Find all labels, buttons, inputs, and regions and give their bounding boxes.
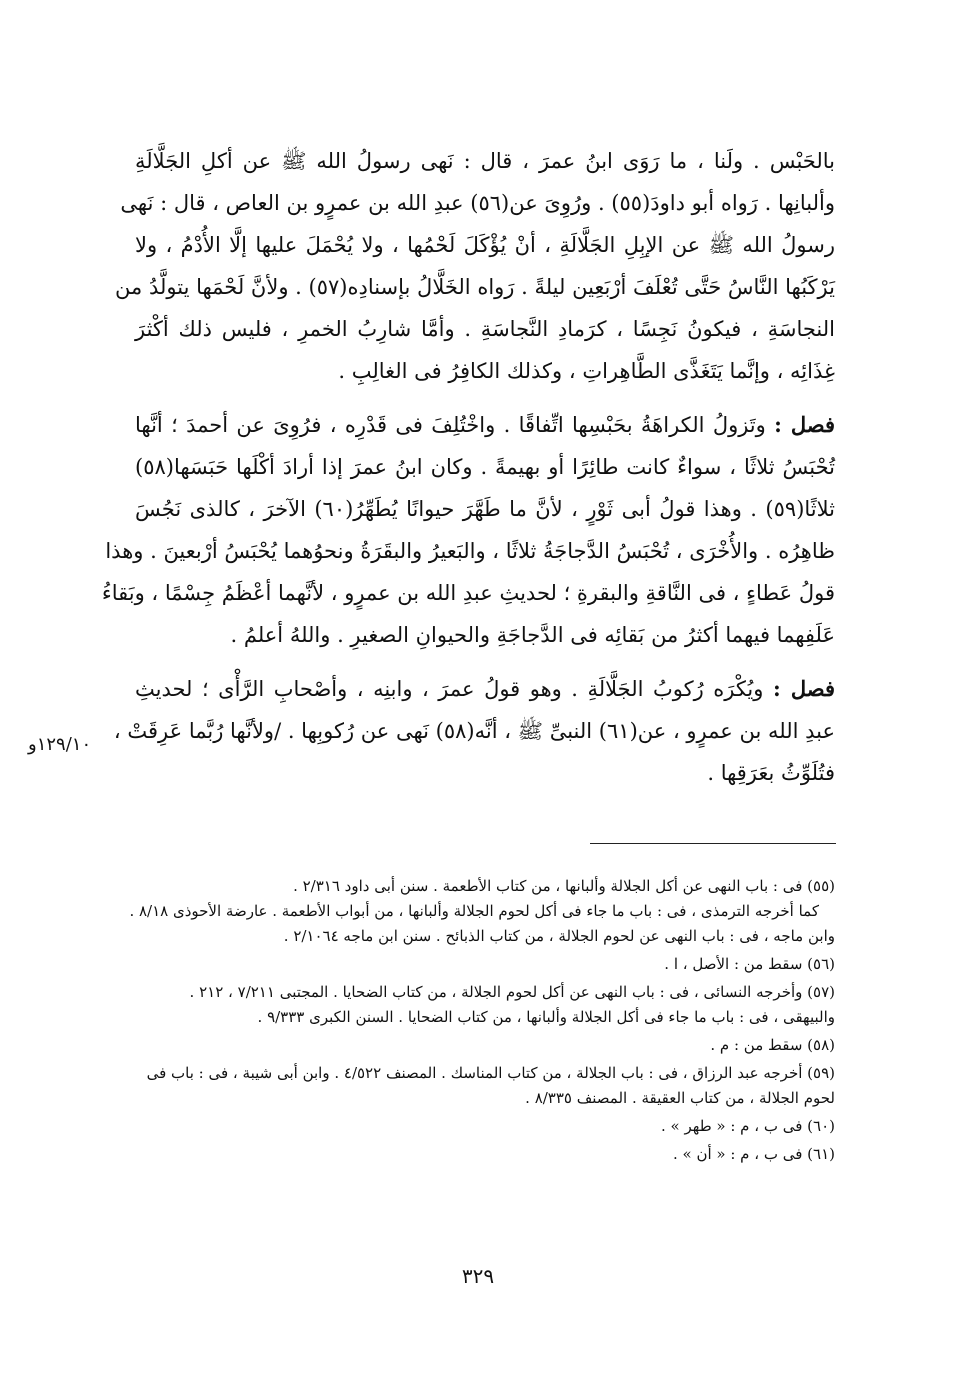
- text-line: ثلاثًا(٥٩) . وهذا قولُ أبى ثَوْرٍ ، لأنَّ ما طَهَّرَ حيوانًا يُطَهِّرُ(٦٠) الآخرَ ، كالذى نَجُسَ: [135, 497, 835, 521]
- text-line: [135, 668, 835, 710]
- text-line: فتُلَوِّثُ بعَرَقِها .: [707, 761, 835, 785]
- line-text: ويُكْرَه رُكوبُ الجَلَّالَةِ . وهو قولُ عمرَ ، وابنِه ، وأصْحابِ الرَّأْى ؛ لحديثِ: [135, 677, 764, 701]
- footnote: (٦١) فى ب ، م : « أن » .: [672, 1145, 835, 1163]
- text-line: [135, 404, 835, 446]
- text-line: يَرْكَبُها النَّاسُ حَتَّى تُعْلَفَ أرْبَعِين ليلةً . رَواه الخَلَّالُ بإسنادِه(٥٧) . ولأنَّ لَحْمَها يتولَّدُ من: [115, 275, 835, 299]
- line-text: وتَزولُ الكراهَةُ بحَبْسِها اتِّفاقًا . واخْتُلِفَ فى قَدْرِه ، فرُوِىَ عن أحمدَ ؛ أنَّها: [135, 413, 766, 437]
- text-line: النجاسَةِ ، فيكونُ نَجِسًا ، كرَمادِ النَّجاسَةِ . وأمَّا شارِبُ الخمرِ ، فليس ذلك أكْثرَ: [135, 317, 835, 341]
- footnote: (٦٠) فى ب ، م : « طهر » .: [661, 1117, 835, 1135]
- paragraph-1: [115, 140, 835, 392]
- paragraph-3: [113, 668, 835, 794]
- text-line: عَلَفِهما فيهما أكثرُ من بَقائِه فى الدَّجاجَةِ والحيوانِ الصغيرِ . واللهُ أعلمُ .: [230, 623, 835, 647]
- footnote: كما أخرجه الترمذى ، فى : باب ما جاء فى أكل لحوم الجلالة وألبانها ، من أبواب الأطعمة . عارضة الأحوذى ٨/١٨ .: [129, 902, 819, 920]
- text-line: ظاهِرُه . والأُخْرَى ، تُحْبَسُ الدَّجاجَةُ ثلاثًا ، والبَعيرُ والبقَرَةُ ونحوُهما يُحْبَسُ أرْبعينَ . وهذا: [105, 539, 835, 563]
- section-heading: فصل :: [772, 676, 835, 701]
- text-line: وألبانِها . رَواه أبو داودَ(٥٥) . ورُوِىَ عن(٥٦) عبدِ الله بن عمرٍو بن العاص ، قال : نَهى: [120, 191, 835, 215]
- text-line: قولُ عَطاءٍ ، فى النَّاقةِ والبقرةِ ؛ لحديثِ عبدِ الله بن عمرٍو ، لأنَّهما أعْظَمُ جِسْمًا ، وبَقاءُ: [101, 581, 835, 605]
- footnote: لحوم الجلالة ، من كتاب العقيقة . المصنف ٨/٣٣٥ .: [525, 1089, 835, 1107]
- text-line: رسولُ الله ﷺ عن الإبِلِ الجَلَّالَةِ ، أنْ يُؤْكَلَ لَحْمُها ، ولا يُحْمَلَ عليها إلَّا الأُدْمُ ، ولا: [135, 233, 835, 257]
- footnote: والبيهقى ، فى : باب ما جاء فى أكل الجلالة وألبانها ، من كتاب الضحايا . السنن الكبرى ٩/٣٣٣ .: [257, 1008, 835, 1026]
- text-line: غِذَائِه ، وإنَّما يَتَغَذَّى الطَّاهِراتِ ، وكذلك الكافِرُ فى الغالِبِ .: [338, 359, 835, 383]
- text-line: بالحَبْس . ولَنا ، ما رَوَى ابنُ عمرَ ، قال : نَهى رسولُ الله ﷺ عن أكلِ الجَلَّالَةِ: [135, 149, 835, 173]
- footnote: (٥٩) أخرجه عبد الرزاق ، فى : باب الجلالة ، من كتاب المناسك . المصنف ٤/٥٢٢ . وابن أبى شيبة ، فى : باب فى: [146, 1064, 835, 1082]
- footnotes: [129, 874, 835, 1167]
- footnote-divider: [590, 843, 836, 844]
- text-line: عبدِ الله بن عمرٍو ، عن(٦١) النبىِّ ﷺ ، أنَّه(٥٨) نَهى عن رُكوبِها . /ولأنَّها رُبَّما عَرِقَتْ ،: [113, 719, 835, 743]
- page-number: ٣٢٩: [461, 1264, 495, 1288]
- margin-note: ١٢٩/١٠و: [28, 734, 92, 755]
- main-text: [101, 140, 835, 794]
- text-line: تُحْبَسُ ثلاثًا ، سواءٌ كانت طائِرًا أو بهيمةً . وكان ابنُ عمرَ إذا أرادَ أكْلَها حَبَسَها(٥٨): [135, 455, 835, 479]
- footnote: (٥٧) وأخرجه النسائى ، فى : باب النهى عن أكل لحوم الجلالة ، من كتاب الضحايا . المجتبى ٧/٢١١ ، ٢١٢ .: [189, 983, 835, 1001]
- footnote: (٥٥) فى : باب النهى عن أكل الجلالة وألبانها ، من كتاب الأطعمة . سنن أبى داود ٢/٣١٦ .: [293, 877, 835, 895]
- paragraph-2: [101, 404, 835, 656]
- section-heading: فصل :: [774, 412, 835, 437]
- footnote: (٥٦) سقط من : الأصل ، ا .: [664, 955, 835, 973]
- footnote: (٥٨) سقط من : م .: [710, 1036, 835, 1054]
- footnote: وابن ماجه ، فى : باب النهى عن لحوم الجلالة ، من كتاب الذبائح . سنن ابن ماجه ٢/١٠٦٤ .: [283, 927, 835, 945]
